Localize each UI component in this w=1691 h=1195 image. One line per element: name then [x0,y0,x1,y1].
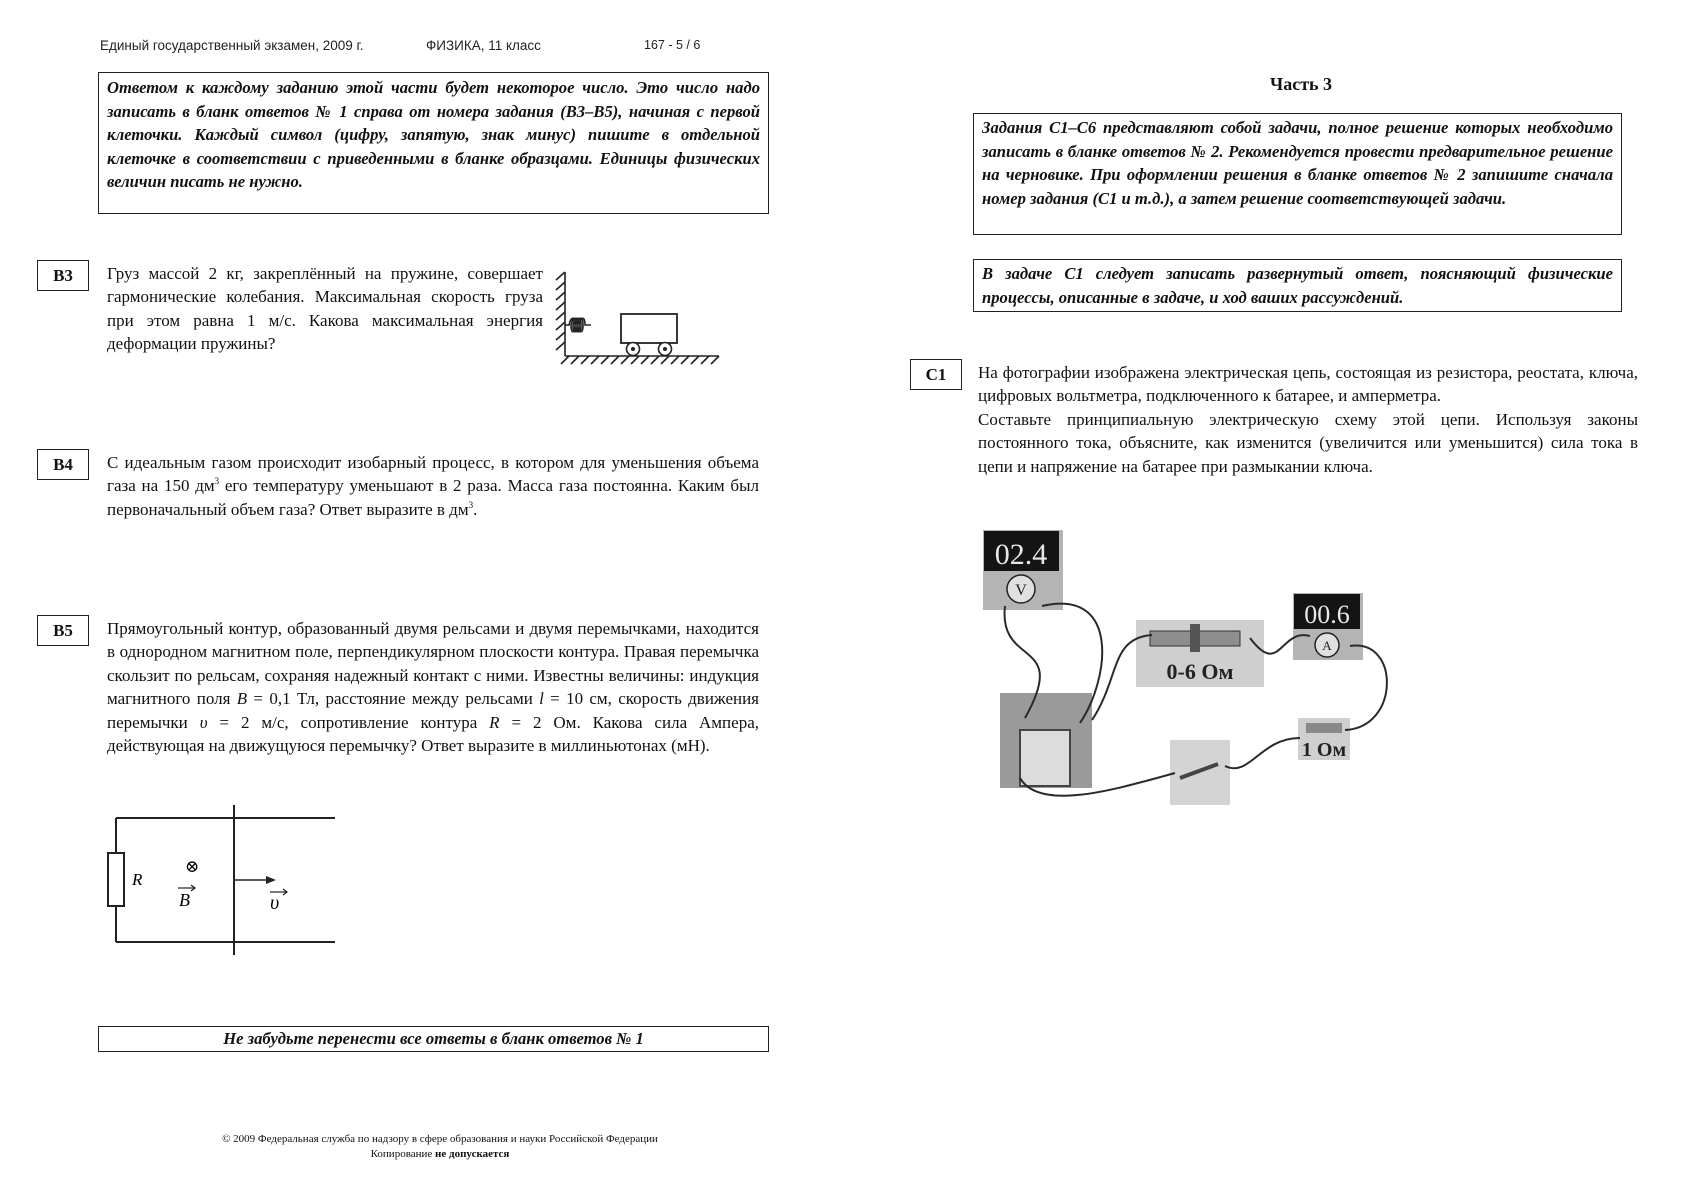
voltmeter-symbol: V [1015,582,1027,599]
field-direction-symbol: ⊗ [185,857,200,876]
task-b5-text: Прямоугольный контур, образованный двумя рельсами и двумя перемычками, находится в однородном магнитном поле, перпендикулярном плоскости контура. Правая перемычка скользит по рельсам, сохраняя надежный контакт с ними. Известны величины: индукция магнитного поля B = 0,1 Тл, расстояние между рельсами l = 10 см, скорость движения перемычки υ = 2 м/с, сопротивление контура R = 2 Ом. Какова сила Ампера, действующая на движущуюся перемычку? Ответ выразите в миллиньютонах (мН). [107,619,760,756]
part3-title: Часть 3 [1270,74,1333,94]
resistor [108,853,124,906]
ammeter-symbol: A [1322,638,1332,653]
var-r: R [489,712,500,732]
b4-superscript: 3 [468,499,474,510]
field-b-label: B [179,890,190,910]
task-c1-text [978,361,1638,478]
c1-note-text: В задаче С1 следует записать развернутый ответ, поясняющий физические процессы, описанные в задаче, и ход ваших рассуждений. [982,264,1613,307]
task-label-b5: В5 [37,615,89,646]
b4-text-part: его температуру уменьшают в 2 раза. Масса газа постоянна. Каким был первоначальный объем газа? Ответ выразите в дм [107,476,759,519]
part3-instructions-box [973,113,1622,235]
c1-note-box [973,259,1622,312]
spring [565,318,591,332]
b4-superscript: 3 [214,476,220,487]
c1-paragraph-1: На фотографии изображена электрическая цепь, состоящая из резистора, реостата, ключа, цифровых вольтметра, подключенного к батарее, и амперметра. [978,363,1638,406]
circuit-photo [980,528,1410,808]
task-label-c1: С1 [910,359,962,390]
wall-hatch [556,272,565,356]
footer-line1: © 2009 Федеральная служба по надзору в сфере образования и науки Российской Федерации [222,1133,658,1145]
voltmeter-reading: 02.4 [994,538,1048,571]
header-exam: Единый государственный экзамен, 2009 г. [100,38,364,53]
spring-cart-diagram [553,268,723,368]
var-v: υ [199,712,208,732]
var-b: B [236,689,248,709]
header-subject: ФИЗИКА, 11 класс [426,38,541,53]
rheostat-label: 0-6 Ом [1166,659,1234,684]
b4-text-part: . [473,499,478,519]
var-l: l [539,689,544,709]
cart [621,314,677,343]
header-page: 167 - 5 / 6 [644,38,701,52]
instructions-box [98,72,769,214]
resistor-label: R [132,870,143,889]
task-label-b4: В4 [37,449,89,480]
reminder-box [98,1026,769,1052]
task-b3-text: Груз массой 2 кг, закреплённый на пружине, совершает гармонические колебания. Максимальная скорость груза при этом равна 1 м/с. Какова максимальная энергия деформации пружины? [107,264,543,354]
task-label-b3: В3 [37,260,89,291]
instructions-text: Ответом к каждому заданию этой части будет некоторое число. Это число надо записать в бланк ответов № 1 справа от номера задания (В3–В5), начиная с первой клеточки. Каждый символ (цифру, запятую, знак минус) пишите в отдельной клеточке в соответствии с приведенными в бланке образцами. Единицы физических величин писать не нужно. [107,78,760,191]
resistor-label: 1 Ом [1301,739,1347,761]
rails-circuit-diagram [100,805,340,960]
battery [1020,730,1070,786]
b4-text-part: С идеальным газом происходит изобарный процесс, в котором для уменьшения объема газа на 150 дм [107,453,759,496]
floor-hatch [561,356,719,364]
velocity-label: υ [270,892,280,914]
reminder-text: Не забудьте перенести все ответы в бланк ответов № 1 [223,1029,644,1048]
footer-line2: Копирование не допускается [370,1148,510,1160]
part3-instructions-text: Задания С1–С6 представляют собой задачи, полное решение которых необходимо записать в бланке ответов № 2. Рекомендуется провести предварительное решение на черновике. При оформлении решения в бланке ответов № 2 запишите сначала номер задания (С1 и т.д.), а затем решение соответствующей задачи. [982,118,1613,208]
task-b4-text [107,451,759,521]
ammeter-reading: 00.6 [1304,600,1350,629]
footer-copyright [100,1132,780,1162]
c1-paragraph-2: Составьте принципиальную электрическую схему этой цепи. Используя законы постоянного тока, объясните, как изменится (увеличится или уменьшится) сила тока в цепи и напряжение на батарее при размыкании ключа. [978,409,1638,476]
